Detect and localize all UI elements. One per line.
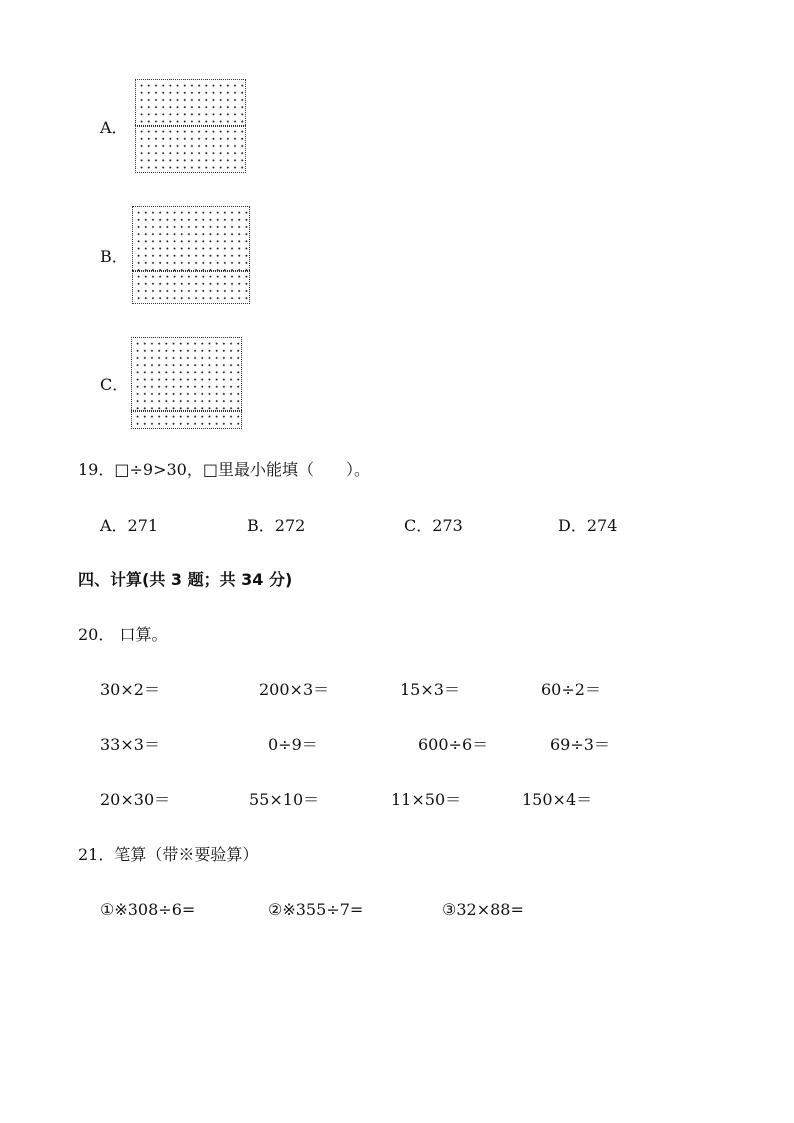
q20-item: 0÷9＝ [268, 735, 318, 754]
option-c-label: C． [100, 375, 129, 394]
q20-item: 600÷6＝ [418, 735, 489, 754]
q20-item: 15×3＝ [400, 680, 460, 699]
q21-item-2: ②※355÷7= [268, 900, 364, 919]
q20-item: 69÷3＝ [550, 735, 610, 754]
q20-item: 30×2＝ [100, 680, 160, 699]
q19-option-d: D．274 [558, 516, 618, 535]
figure-c-bottom-rect [131, 410, 242, 429]
q19-option-a: A．271 [100, 516, 159, 535]
q20-item: 150×4＝ [522, 790, 593, 809]
q20-item: 33×3＝ [100, 735, 160, 754]
q19-option-c: C．273 [404, 516, 463, 535]
q21-item-1: ①※308÷6= [100, 900, 196, 919]
q21-stem: 21．笔算（带※要验算） [78, 845, 259, 864]
q19-stem: 19．□÷9>30，□里最小能填（ ）。 [78, 460, 370, 479]
section-heading: 四、计算(共 3 题；共 34 分) [78, 570, 293, 589]
q19-option-b: B．272 [247, 516, 306, 535]
option-a-label: A． [100, 118, 128, 137]
q21-item-3: ③32×88= [442, 900, 524, 919]
q20-stem: 20． 口算。 [78, 625, 168, 644]
figure-c-top-rect [131, 337, 242, 412]
q20-item: 20×30＝ [100, 790, 171, 809]
q20-item: 60÷2＝ [541, 680, 601, 699]
q20-item: 55×10＝ [249, 790, 320, 809]
q20-item: 200×3＝ [259, 680, 330, 699]
option-b-label: B． [100, 247, 128, 266]
figure-b-top-rect [132, 206, 250, 272]
figure-b-bottom-rect [132, 270, 250, 304]
figure-a-top-rect [135, 79, 246, 127]
q20-item: 11×50＝ [391, 790, 462, 809]
figure-a-bottom-rect [135, 125, 246, 173]
